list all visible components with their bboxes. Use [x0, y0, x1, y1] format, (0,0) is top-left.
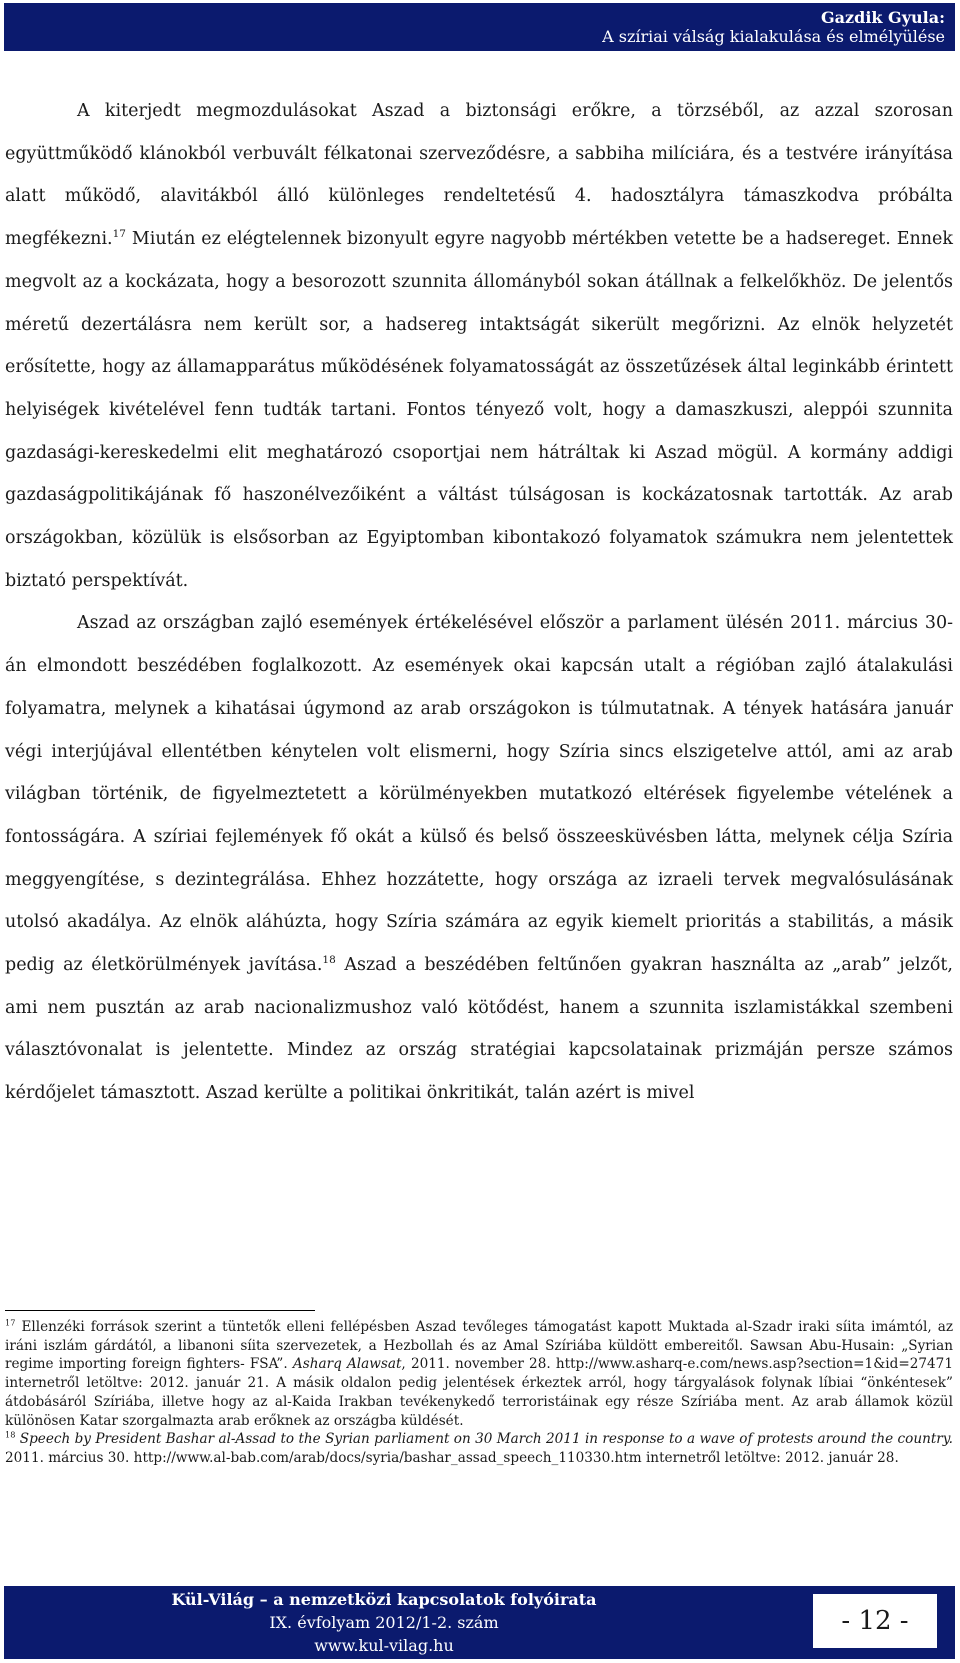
footer-journal-info: [4, 1588, 764, 1657]
paragraph-1-text-a: A kiterjedt megmozdulásokat Aszad a biztonsági erőkre, a törzséből, az azzal szorosan együttműködő klánokból verbuvált félkatonai szerveződésre, a sabbiha milíciára, és a testvére irányítása alatt működő, alavitákból álló különleges rendeltetésű 4. hadosztályra támaszkodva próbálta megfékezni.: [5, 101, 953, 250]
footnote-ref-18[interactable]: 18: [322, 954, 336, 967]
paragraph-1: [5, 90, 953, 602]
footnotes: [5, 1318, 953, 1468]
page-footer: [4, 1586, 955, 1659]
footnote-17-text-b: , 2011. november 28. http://www.asharq-e.com/news.asp?section=1&id=27471 internetről letöltve: 2012. január 21. A másik oldalon pedig jelentések érkeztek arról, hogy tárgyalások folynak líbiai “önkéntesek” átdobásáról Szíriába, illetve hogy az al-Kaida Irakban tevékenykedő terroristáinak egy része Szíriába ment. Az arab államok közül különösen Katar szorgalmazta arab erőknek az országba küldését.: [5, 1356, 953, 1429]
footnote-17-number: 17: [5, 1317, 16, 1328]
header-article-title: A szíriai válság kialakulása és elmélyülése: [602, 27, 945, 46]
footnote-ref-17[interactable]: 17: [112, 228, 126, 241]
footnote-18-title: Speech by President Bashar al-Assad to the Syrian parliament on 30 March 2011 in response to a wave of protests around the country.: [15, 1431, 953, 1448]
footnote-18-text: 2011. március 30. http://www.al-bab.com/arab/docs/syria/bashar_assad_speech_110330.htm internetről letöltve: 2012. január 28.: [5, 1449, 899, 1466]
footnote-18-number: 18: [5, 1429, 16, 1440]
paragraph-1-text-b: Miután ez elégtelennek bizonyult egyre nagyobb mértékben vetette be a hadsereget. Ennek megvolt az a kockázata, hogy a besorozott szunnita állományból sokan átállnak a felkelőkhöz. De jelentős méretű dezertálásra nem került sor, a hadsereg intaktságát sikerült megőrizni. Az elnök helyzetét erősítette, hogy az államapparátus működésének folyamatosságát az összetűzések által leginkább érintett helyiségek kivételével fenn tudták tartani. Fontos tényező volt, hogy a damaszkuszi, aleppói szunnita gazdasági-kereskedelmi elit meghatározó csoportjai nem hátráltak ki Aszad mögül. A kormány addigi gazdaságpolitikájának fő haszonélvezőiként a váltást túlságosan is kockázatosnak tartották. Az arab országokban, közülük is elsősorban az Egyiptomban kibontakozó folyamatok számukra nem jelentettek biztató perspektívát.: [5, 229, 953, 591]
paragraph-2-text-b: Aszad a beszédében feltűnően gyakran használta az „arab” jelzőt, ami nem pusztán az arab nacionalizmushoz való kötődést, hanem a szunnita iszlamistákkal szembeni választóvonalat is jelentette. Mindez az ország stratégiai kapcsolatainak prizmáján persze számos kérdőjelet támasztott. Aszad kerülte a politikai önkritikát, talán azért is mivel: [5, 955, 953, 1104]
footer-website-link[interactable]: www.kul-vilag.hu: [314, 1636, 454, 1655]
page-number: - 12 -: [813, 1594, 937, 1648]
article-body: [5, 90, 953, 1115]
footnote-divider: [5, 1310, 315, 1311]
footer-journal-name: Kül-Világ – a nemzetközi kapcsolatok folyóirata: [171, 1590, 597, 1609]
header-author: Gazdik Gyula:: [821, 8, 945, 27]
footnote-17-text-a: Ellenzéki források szerint a tüntetők elleni fellépésben Aszad tevőleges támogatást kapott Muktada al-Szadr iraki síita imámtól, az iráni iszlám gárdától, a libanoni síita szervezetek, a Hezbollah és az Amal Szíriába küldött embereitől. Sawsan Abu-Husain: „Syrian regime importing foreign fighters- FSA”.: [5, 1319, 953, 1373]
paragraph-2-text-a: Aszad az országban zajló események értékelésével először a parlament ülésén 2011. március 30-án elmondott beszédében foglalkozott. Az események okai kapcsán utalt a régióban zajló átalakulási folyamatra, melynek a kihatásai úgymond az arab országokon is túlmutatnak. A tények hatására január végi interjújával ellentétben kénytelen volt elismerni, hogy Szíria sincs elszigetelve attól, ami az arab világban történik, de figyelmeztetett a körülményekben mutatkozó eltérések figyelembe vételének a fontosságára. A szíriai fejlemények fő okát a külső és belső összeesküvésben látta, melynek célja Szíria meggyengítése, s dezintegrálása. Ehhez hozzátette, hogy országa az izraeli tervek megvalósulásának utolsó akadálya. Az elnök aláhúzta, hogy Szíria számára az egyik kiemelt prioritás a stabilitás, a másik pedig az életkörülmények javítása.: [5, 613, 953, 976]
footer-volume: IX. évfolyam 2012/1-2. szám: [269, 1613, 499, 1632]
page-header: [4, 3, 955, 51]
footnote-18: [5, 1430, 953, 1467]
paragraph-2: [5, 602, 953, 1114]
footnote-17: [5, 1318, 953, 1430]
footnote-17-publication: Asharq Alawsat: [292, 1356, 402, 1373]
